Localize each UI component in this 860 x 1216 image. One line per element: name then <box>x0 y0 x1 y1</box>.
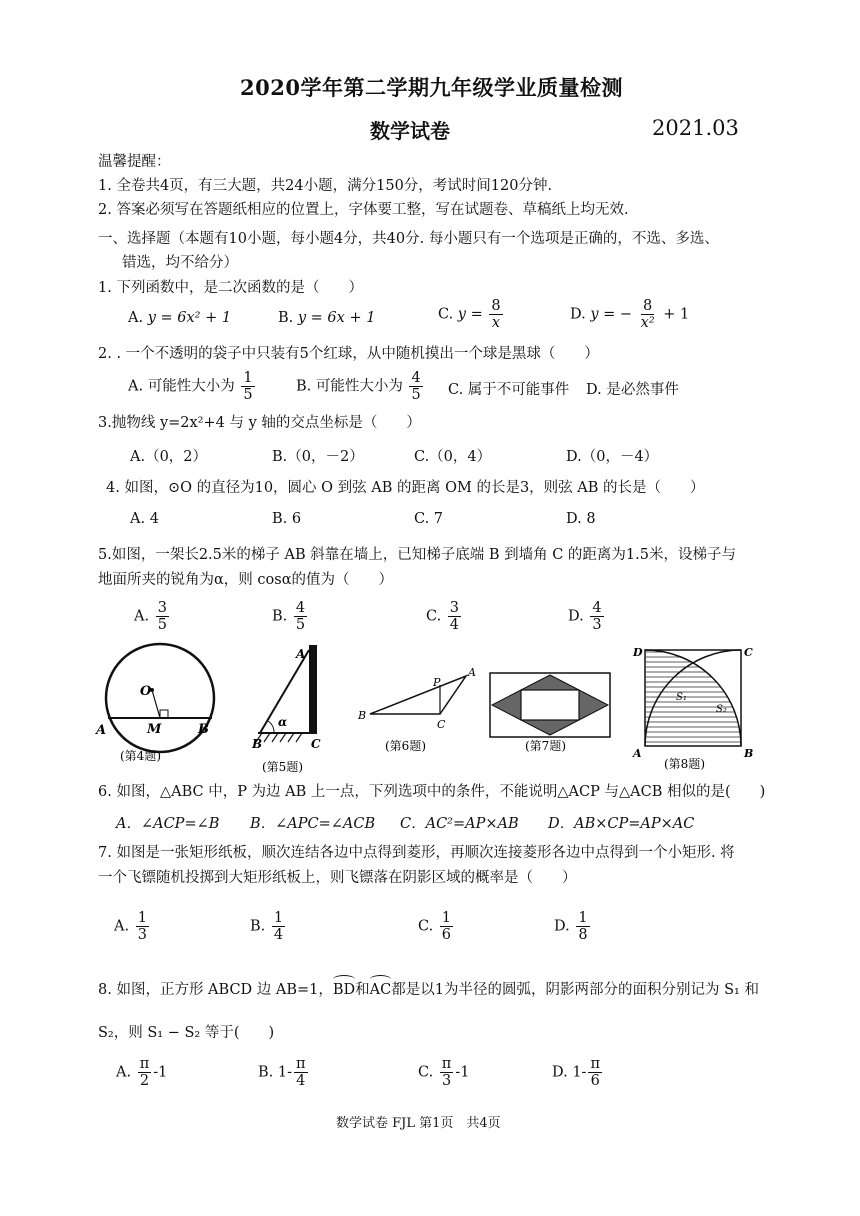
page-footer: 数学试卷 FJL 第1页 共4页 <box>336 1116 501 1131</box>
q6-option-a: A．∠ACP=∠B <box>116 816 220 832</box>
fig4-label-b: B <box>198 722 209 737</box>
fig4-label-a: A <box>96 723 107 738</box>
fig6-label-p: P <box>433 676 441 689</box>
q1-option-a: A. y = 6x² + 1 <box>128 310 232 326</box>
q1-option-d: D. y = − $\frac{8}{\text{x²}}$ + 1 <box>570 298 690 331</box>
fig8-label-a: A <box>633 747 642 760</box>
q4-option-d: D. 8 <box>566 511 596 527</box>
q6-option-d: D．AB×CP=AP×AC <box>548 816 695 832</box>
fig4-caption: (第4题) <box>120 749 161 763</box>
fig8-label-s2: S₂ <box>716 704 727 715</box>
q3-option-d: D.（0，－4） <box>566 449 659 465</box>
exam-subtitle: 数学试卷 <box>370 119 450 143</box>
q8-stem-line-2: S₂，则 S₁ − S₂ 等于( ) <box>98 1025 275 1041</box>
q6-stem: 6. 如图，△ABC 中，P 为边 AB 上一点，下列选项中的条件，不能说明△ACP 与△ACB 相似的是( ) <box>98 784 766 800</box>
q8-option-a: A. $\frac{\pi}{2}$ -1 <box>116 1056 168 1089</box>
fig8-caption: (第8题) <box>664 757 705 771</box>
q5-option-c: C. $\frac{3}{4}$ <box>426 600 460 633</box>
section-heading-cont: 错选，均不给分） <box>122 255 238 271</box>
q4-stem: 4. 如图，⊙O 的直径为10，圆心 O 到弦 AB 的距离 OM 的长是3，则弦 AB 的长是（ ） <box>106 480 705 496</box>
notice-line-1: 1. 全卷共4页，有三大题，共24小题，满分150分，考试时间120分钟. <box>98 178 553 194</box>
arc-bd: BD <box>332 982 356 998</box>
q8-option-c: C. $\frac{\pi}{3}$ -1 <box>418 1056 470 1089</box>
fig5-label-c: C <box>311 737 321 751</box>
figure-8-square <box>632 646 753 760</box>
fig6-label-a: A <box>468 666 476 679</box>
q1-option-c: C. y = $\frac{8}{x}$ <box>438 298 501 331</box>
q7-stem-line-1: 7. 如图是一张矩形纸板，顺次连结各边中点得到菱形，再顺次连接菱形各边中点得到一个小矩形. 将 <box>98 845 735 861</box>
q2-option-c: C. 属于不可能事件 <box>448 382 570 398</box>
q2-option-b: B. 可能性大小为 $\frac{4}{5}$ <box>296 370 421 403</box>
q7-stem-line-2: 一个飞镖随机投掷到大矩形纸板上，则飞镖落在阴影区域的概率是（ ） <box>98 870 577 886</box>
fig8-label-s1: S₁ <box>676 692 687 703</box>
q8-option-b: B. 1- $\frac{\pi}{4}$ <box>258 1056 306 1089</box>
q8-option-d: D. 1- $\frac{\pi}{6}$ <box>552 1056 600 1089</box>
q3-option-c: C.（0，4） <box>414 449 492 465</box>
q8-stem-line-1: 8. 如图，正方形 ABCD 边 AB=1，BD和AC都是以1为半径的圆弧，阴影两部分的面积分别记为 S₁ 和 <box>98 982 759 998</box>
q1-option-b: B. y = 6x + 1 <box>278 310 376 326</box>
q1-stem: 1. 下列函数中，是二次函数的是（ ） <box>98 280 363 296</box>
q5-option-a: A. $\frac{3}{5}$ <box>134 600 167 633</box>
q4-option-c: C. 7 <box>414 511 444 527</box>
figure-5-ladder <box>251 645 321 751</box>
fig5-label-a: A <box>296 647 306 661</box>
q7-option-c: C. $\frac{1}{6}$ <box>418 910 452 943</box>
q7-option-d: D. $\frac{1}{8}$ <box>554 910 588 943</box>
q4-option-a: A. 4 <box>130 511 159 527</box>
fig4-label-o: O <box>140 684 152 699</box>
q5-option-d: D. $\frac{4}{3}$ <box>568 600 602 633</box>
fig6-label-b: B <box>358 709 367 722</box>
q6-option-c: C．AC²=AP×AB <box>400 816 519 832</box>
q2-option-d: D. 是必然事件 <box>586 382 679 398</box>
q3-stem: 3.抛物线 y=2x²+4 与 y 轴的交点坐标是（ ） <box>98 415 421 431</box>
q5-stem-line-1: 5.如图，一架长2.5米的梯子 AB 斜靠在墙上，已知梯子底端 B 到墙角 C 的距离为1.5米，设梯子与 <box>98 547 736 563</box>
q5-option-b: B. $\frac{4}{5}$ <box>272 600 306 633</box>
fig8-label-b: B <box>744 747 754 760</box>
q2-option-a: A. 可能性大小为 $\frac{1}{5}$ <box>128 370 253 403</box>
section-heading: 一、选择题（本题有10小题，每小题4分，共40分. 每小题只有一个选项是正确的，不选、多选、 <box>98 231 719 247</box>
notice-heading: 温馨提醒： <box>98 154 171 170</box>
fig5-caption: (第5题) <box>262 760 303 774</box>
q7-option-a: A. $\frac{1}{3}$ <box>114 910 147 943</box>
q2-stem: 2. . 一个不透明的袋子中只装有5个红球，从中随机摸出一个球是黑球（ ） <box>98 346 599 362</box>
q7-option-b: B. $\frac{1}{4}$ <box>250 910 284 943</box>
q4-option-b: B. 6 <box>272 511 302 527</box>
arc-ac: AC <box>369 982 392 998</box>
fig8-label-c: C <box>744 646 753 659</box>
figure-7-rectangles <box>490 673 610 737</box>
notice-line-2: 2. 答案必须写在答题纸相应的位置上，字体要工整，写在试题卷、草稿纸上均无效. <box>98 202 629 218</box>
exam-title: 2020学年第二学期九年级学业质量检测 <box>240 75 623 100</box>
fig6-label-c: C <box>437 718 446 731</box>
figure-6-triangle <box>357 666 476 731</box>
q5-stem-line-2: 地面所夹的锐角为α，则 cosα的值为（ ） <box>98 572 393 588</box>
fig7-caption: (第7题) <box>525 739 566 753</box>
fig4-label-m: M <box>147 722 162 737</box>
fig8-label-d: D <box>633 646 643 659</box>
fig6-caption: (第6题) <box>385 739 426 753</box>
figure-4-circle <box>94 644 214 752</box>
fig5-label-alpha: α <box>278 715 288 729</box>
q6-option-b: B．∠APC=∠ACB <box>250 816 376 832</box>
fig5-label-b: B <box>252 737 263 751</box>
q3-option-a: A.（0，2） <box>130 449 208 465</box>
exam-date: 2021.03 <box>652 116 739 140</box>
q3-option-b: B.（0，－2） <box>272 449 364 465</box>
